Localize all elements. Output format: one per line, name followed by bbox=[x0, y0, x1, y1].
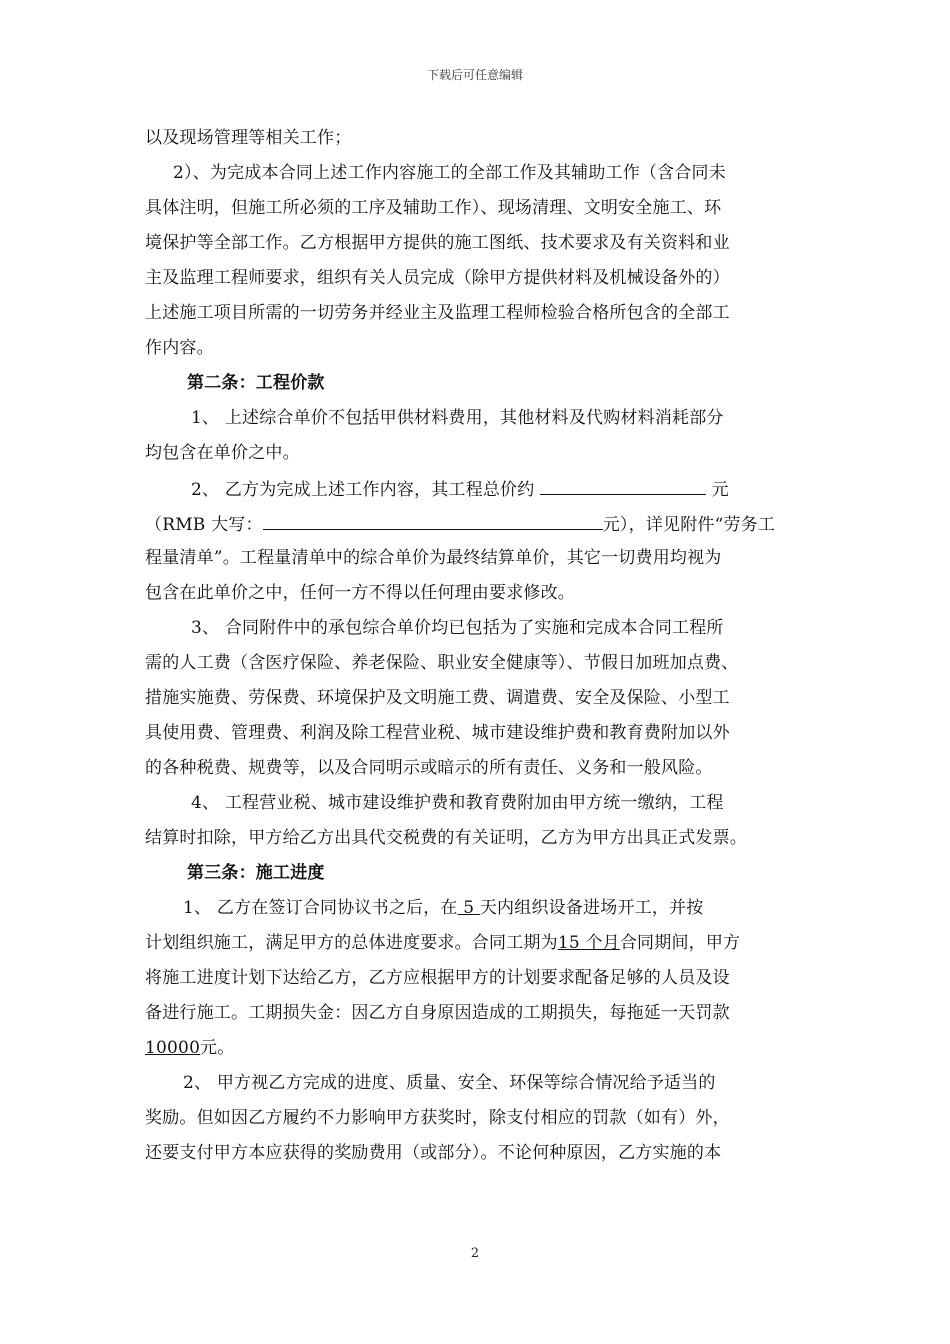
section-heading-price: 第二条：工程价款 bbox=[187, 373, 325, 393]
text-run: 元 bbox=[706, 480, 729, 500]
paragraph-line: 3、 合同附件中的承包综合单价均已包括为了实施和完成本合同工程所 bbox=[191, 618, 724, 638]
total-price-blank bbox=[540, 476, 706, 495]
paragraph-line: 上述施工项目所需的一切劳务并经业主及监理工程师检验合格所包含的全部工 bbox=[145, 303, 730, 323]
paragraph-line: 需的人工费（含医疗保险、养老保险、职业安全健康等）、节假日加班加点费、 bbox=[145, 653, 739, 673]
paragraph-line: 主及监理工程师要求，组织有关人员完成（除甲方提供材料及机械设备外的） bbox=[145, 268, 730, 288]
paragraph-line: 将施工进度计划下达给乙方，乙方应根据甲方的计划要求配备足够的人员及设 bbox=[145, 968, 730, 988]
paragraph-line: 2）、为完成本合同上述工作内容施工的全部工作及其辅助工作（含合同未 bbox=[173, 163, 726, 183]
paragraph-line: 备进行施工。工期损失金：因乙方自身原因造成的工期损失，每拖延一天罚款 bbox=[145, 1003, 730, 1023]
paragraph-line: 的各种税费、规费等，以及合同明示或暗示的所有责任、义务和一般风险。 bbox=[145, 758, 713, 778]
rmb-uppercase-blank bbox=[263, 511, 603, 530]
start-days-value: 5 bbox=[457, 898, 480, 918]
paragraph-line: 2、 甲方视乙方完成的进度、质量、安全、环保等综合情况给予适当的 bbox=[183, 1073, 716, 1093]
paragraph-line: 奖励。但如因乙方履约不力影响甲方获奖时，除支付相应的罚款（如有）外， bbox=[145, 1108, 730, 1128]
paragraph-line: 以及现场管理等相关工作； bbox=[145, 128, 352, 148]
paragraph-line: 具体注明，但施工所必须的工序及辅助工作）、现场清理、文明安全施工、环 bbox=[145, 198, 722, 218]
text-run: （RMB 大写： bbox=[145, 515, 263, 535]
paragraph-line: 作内容。 bbox=[145, 338, 214, 358]
paragraph-line: 还要支付甲方本应获得的奖励费用（或部分）。不论何种原因，乙方实施的本 bbox=[145, 1143, 722, 1163]
text-run: 1、 乙方在签订合同协议书之后，在 bbox=[183, 898, 458, 918]
paragraph-line: 包含在此单价之中，任何一方不得以任何理由要求修改。 bbox=[145, 583, 575, 603]
paragraph-line: 结算时扣除，甲方给乙方出具代交税费的有关证明，乙方为甲方出具正式发票。 bbox=[145, 828, 747, 848]
page-header: 下载后可任意编辑 bbox=[426, 68, 523, 82]
paragraph-line: 4、 工程营业税、城市建设维护费和教育费附加由甲方统一缴纳，工程 bbox=[191, 793, 724, 813]
paragraph-line: 措施实施费、劳保费、环境保护及文明施工费、调遣费、安全及保险、小型工 bbox=[145, 688, 730, 708]
paragraph-line: 具使用费、管理费、利润及除工程营业税、城市建设维护费和教育费附加以外 bbox=[145, 723, 730, 743]
paragraph-line: 境保护等全部工作。乙方根据甲方提供的施工图纸、技术要求及有关资料和业 bbox=[145, 233, 730, 253]
text-run: 计划组织施工，满足甲方的总体进度要求。合同工期为 bbox=[145, 933, 558, 953]
text-run: 合同期间，甲方 bbox=[619, 933, 741, 953]
paragraph-line: 程量清单”。工程量清单中的综合单价为最终结算单价，其它一切费用均视为 bbox=[145, 548, 722, 568]
penalty-amount-value: 10000 bbox=[145, 1038, 201, 1058]
paragraph-line bbox=[145, 931, 740, 955]
paragraph-line: 1、 上述综合单价不包括甲供材料费用，其他材料及代购材料消耗部分 bbox=[191, 408, 724, 428]
paragraph-line bbox=[145, 511, 775, 537]
paragraph-line bbox=[191, 476, 729, 502]
contract-period-value: 15 个月 bbox=[557, 933, 620, 953]
text-run: 2、 乙方为完成上述工作内容，其工程总价约 bbox=[191, 480, 541, 500]
page-number: 2 bbox=[470, 1246, 480, 1261]
text-run: 天内组织设备进场开工，并按 bbox=[479, 898, 704, 918]
paragraph-line: 均包含在单价之中。 bbox=[145, 443, 300, 463]
text-run: 元。 bbox=[200, 1038, 235, 1058]
paragraph-line bbox=[183, 896, 703, 920]
section-heading-schedule: 第三条：施工进度 bbox=[187, 863, 325, 883]
paragraph-line bbox=[145, 1036, 235, 1060]
text-run: 元），详见附件“劳务工 bbox=[602, 515, 776, 535]
